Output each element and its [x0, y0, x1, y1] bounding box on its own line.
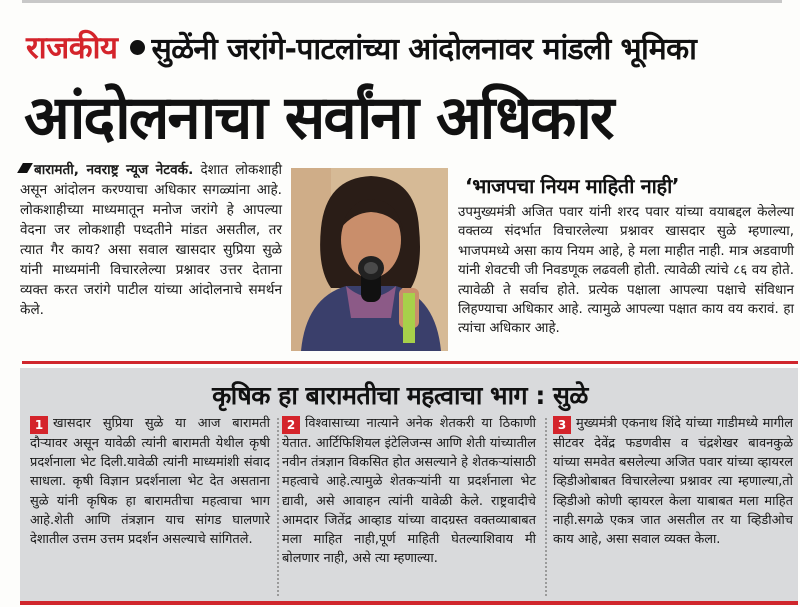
lead-body: देशात लोकशाही असून आंदोलन करण्याचा अधिकार सगळ्यांना आहे. लोकशाहीच्या माध्यमातून मनोज जरांगे हे आपल्या वेदना जर लोकशाही पध्दतीने मांडत असतील, तर त्यात गैर काय? असा सवाल खासदार सुप्रिया सुळे यांनी माध्यमांनी विचारलेल्या प्रश्नावर उत्तर देताना व्यक्त करत जरांगे पाटील यांच्या आंदोलनाचे समर्थन केले.	[20, 162, 282, 318]
bullet-icon	[130, 40, 145, 55]
point-number-badge: 1	[30, 416, 48, 434]
section-divider	[22, 361, 798, 364]
box-column-text: खासदार सुप्रिया सुळे या आज बारामती दौऱ्यावर असून यावेळी त्यांनी बारामती येथील कृषी प्रदर्शनाला भेट दिली.यावेळी त्यांनी माध्यमांशी संवाद साधला. कृषी विज्ञान प्रदर्शनाला भेट देत असताना सुळे यांनी कृषिक हा बारामतीचा महत्वाचा भाग आहे.शेती आणि तंत्रज्ञान याच सांगड घालणारे देशातील उत्तम उत्तम प्रदर्शन असल्याचे सांगितले.	[30, 416, 270, 548]
section-tag: राजकीय	[26, 30, 118, 66]
headline: आंदोलनाचा सर्वांना अधिकार	[24, 83, 613, 153]
point-number-badge: 3	[553, 416, 571, 434]
box-column-text: मुख्यमंत्री एकनाथ शिंदे यांच्या गाडीमध्ये मागील सीटवर देवेंद्र फडणवीस व चंद्रशेखर बावनकुळे यांच्या समवेत बसलेल्या अजित पवार यांच्या व्हायरल व्हिडीओबाबत विचारलेल्या प्रश्नावर त्या म्हणाल्या,तो व्हिडीओ कोणी व्हायरल केला याबाबत मला माहित नाही.सगळे एकत्र जात असतील तर या व्हिडीओच काय आहे, असा सवाल व्यक्त केला.	[553, 416, 793, 548]
lead-story	[20, 160, 282, 320]
portrait-illustration	[291, 168, 448, 351]
box-column-text: विश्वासाच्या नात्याने अनेक शेतकरी या ठिकाणी येतात. आर्टिफिशियल इंटेलिजन्स आणि शेती यांच्यातील नवीन तंत्रज्ञान विकसित होत असल्याने हे शेतकऱ्यांसाठी महत्वाचे आहे.त्यामुळे शेतकऱ्यांनी या प्रदर्शनाला भेट द्यावी, असे आवाहन त्यांनी यावेळी केले. राष्ट्रवादीचे आमदार जितेंद्र आव्हाड यांच्या वादग्रस्त वक्तव्याबाबत मला माहित नाही,पूर्ण माहिती घेतल्याशिवाय मी बोलणार नाही, असे त्या म्हणाल्या.	[282, 416, 536, 567]
kicker: सुळेंनी जरांगे-पाटलांच्या आंदोलनावर मांडली भूमिका	[151, 31, 697, 67]
box-column-2	[282, 414, 536, 568]
sub-story-body: उपमुख्यमंत्री अजित पवार यांनी शरद पवार यांच्या वयाबद्दल केलेल्या वक्तव्य संदर्भात विचारलेल्या प्रश्नावर खासदार सुळे म्हणाल्या, भाजपमध्ये असा काय नियम आहे, हे मला माहीत नाही. मात्र अडवाणी यांनी शेवटची जी निवडणूक लढवली होती. त्यावेळी त्यांचे ८६ वय होते. त्यावेळी ते सर्वाच होते. प्रत्येक पक्षाला आपल्या पक्षाचे संविधान लिहण्याचा अधिकार आहे. त्यामुळे आपल्या पक्षात काय वय करावं. हा त्यांचा अधिकार आहे.	[458, 205, 794, 337]
box-column-1	[30, 414, 270, 549]
box-title: कृषिक हा बारामतीचा महत्वाचा भाग : सुळे	[212, 381, 588, 410]
portrait-photo	[291, 168, 448, 351]
point-number-badge: 2	[282, 416, 300, 434]
dateline-arrow-icon	[17, 163, 33, 173]
sub-headline: ‘भाजपचा नियम माहिती नाही’	[465, 174, 680, 198]
dateline: बारामती, नवराष्ट्र न्यूज नेटवर्क.	[34, 162, 194, 178]
column-divider	[277, 418, 279, 596]
box-column-3	[553, 414, 793, 549]
column-divider	[545, 418, 547, 596]
top-rule	[22, 0, 782, 3]
bottom-rule	[20, 601, 798, 605]
kicker-row	[26, 22, 696, 72]
